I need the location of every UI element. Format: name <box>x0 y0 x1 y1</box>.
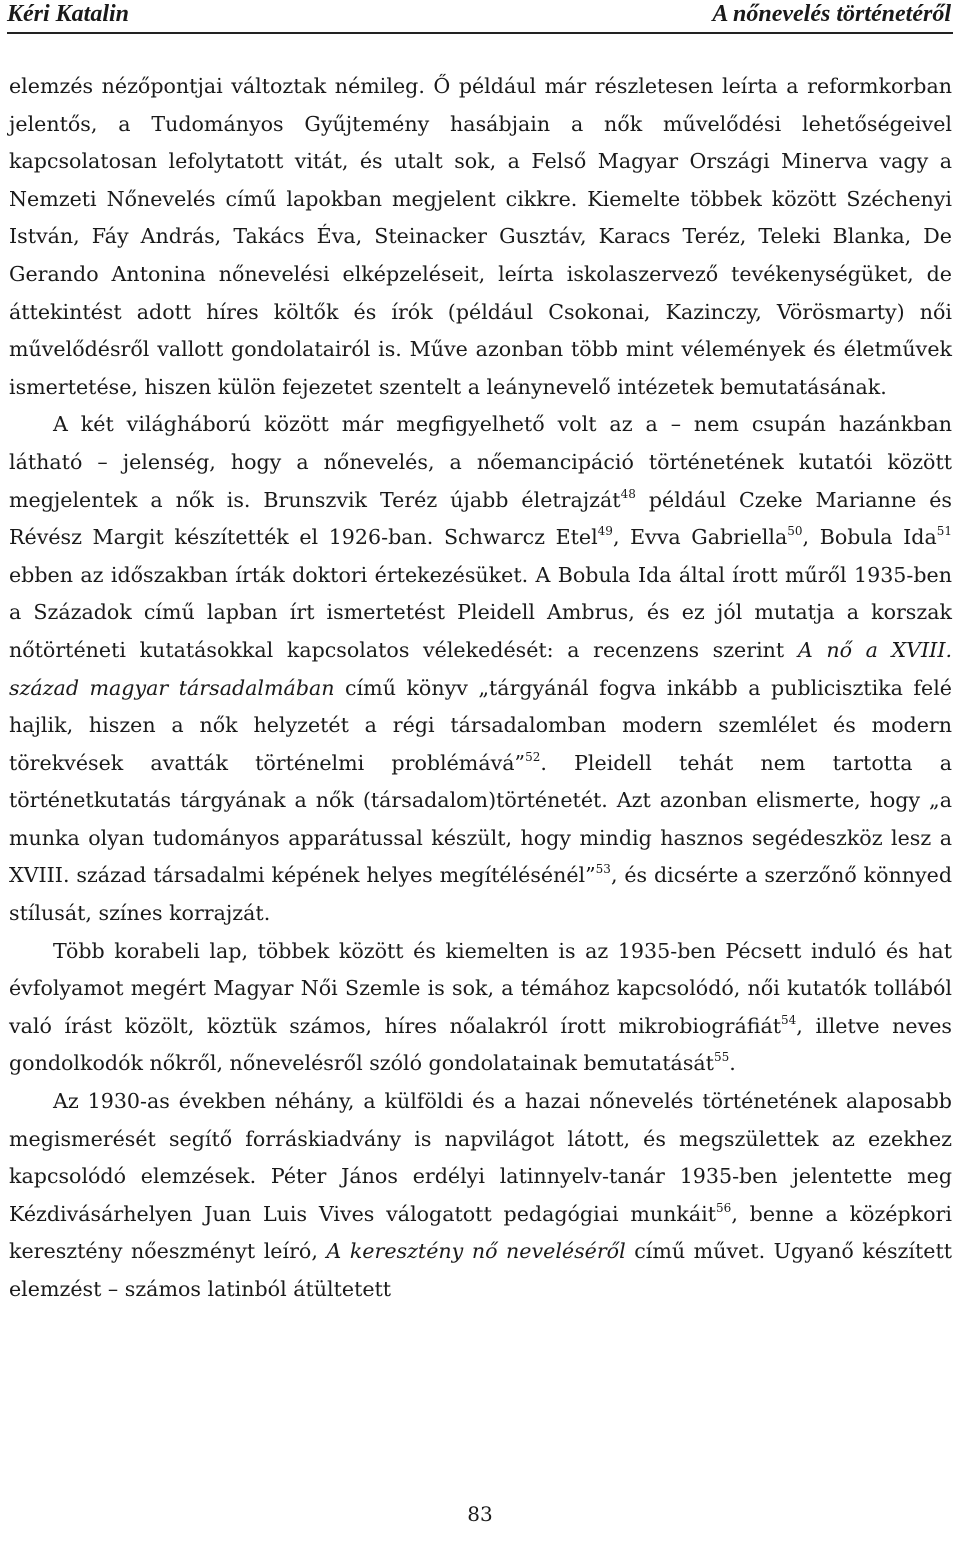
text-run: . <box>729 1051 736 1076</box>
footnote-marker: 49 <box>597 524 613 539</box>
book-title: A nő a XVIII. század magyar társadalmában <box>9 637 953 700</box>
footnote-marker: 48 <box>620 486 636 501</box>
text-run: című művet. Ugyanő készített elemzést – számos latinból átültetett <box>9 1239 952 1301</box>
text-run: , illetve neves gondolkodók nőkről, nőnevelésről szóló gondolatainak bemutatását <box>9 1013 952 1076</box>
text-run: című könyv „tárgyánál fogva inkább a publicisztika felé hajlik, hiszen a nők helyzetét a régi társadalomban modern szemlélet és modern törekvések avatták történelmi problémává” <box>9 675 952 775</box>
footnote-marker: 55 <box>713 1050 730 1065</box>
paragraph <box>9 406 952 932</box>
paragraph <box>9 1083 952 1309</box>
header-author: Kéri Katalin <box>7 1 130 27</box>
text-run: , benne a középkori keresztény nőeszményt leíró, <box>9 1201 952 1264</box>
paragraph <box>9 68 952 406</box>
footnote-marker: 50 <box>787 524 803 539</box>
running-header <box>7 0 953 34</box>
text-run: Több korabeli lap, többek között és kiemelten is az 1935-ben Pécsett induló és hat évfolyamot megért Magyar Női Szemle is sok, a témához kapcsolódó, női kutatók tollából való írást közölt, köztük számos, híres nőalakról írott mikrobiográfiát <box>9 938 952 1038</box>
text-run: ebben az időszakban írták doktori értekezésüket. A Bobula Ida által írott műről 1935-ben a Századok című lapban írt ismertetést Pleidell Ambrus, és ez jól mutatja a korszak nőtörténeti kutatásokkal kapcsolatos vélekedését: a recenzens szerint <box>9 562 952 662</box>
footnote-marker: 53 <box>595 862 611 877</box>
header-title: A nőnevelés történetéről <box>712 1 951 27</box>
footnote-marker: 54 <box>781 1012 797 1027</box>
text-run: , és dicsérte a szerzőnő könnyed stílusát, színes korrajzát. <box>9 863 952 926</box>
paragraph <box>9 933 952 1083</box>
text-run: , Bobula Ida <box>802 525 937 550</box>
footnote-marker: 51 <box>936 524 953 539</box>
text-run: elemzés nézőpontjai változtak némileg. Ő például már részletesen leírta a reformkorban jelentős, a Tudományos Gyűjtemény hasábjain a nők művelődési lehetőségeivel kapcsolatosan lefolytatott vitát, és utalt sok, a Felső Magyar Országi Minerva vagy a Nemzeti Nőnevelés című lapokban megjelent cikkre. Kiemelte többek között Széchenyi István, Fáy András, Takács Éva, Steinacker Gusztáv, Karacs Teréz, Teleki Blanka, De Gerando Antonina nőnevelési elképzeléseit, leírta iskolaszervező tevékenységüket, de áttekintést adott híres költők és írók (például Csokonai, Kazinczy, Vörösmarty) női művelődésről vallott gondolatairól is. Műve azonban több mint vélemények és életművek ismertetése, hiszen külön fejezetet szentelt a leánynevelő intézetek bemutatásának. <box>9 74 952 399</box>
text-run: Az 1930-as években néhány, a külföldi és a hazai nőnevelés történetének alaposabb megismerését segítő forráskiadvány is napvilágot látott, és megszülettek az ezekhez kapcsolódó elemzések. Péter János erdélyi latinnyelv-tanár 1935-ben jelentette meg Kézdivásárhelyen Juan Luis Vives válogatott pedagógiai munkáit <box>9 1089 952 1226</box>
text-run: például Czeke Marianne és Révész Margit készítették el 1926-ban. Schwarcz Etel <box>9 487 952 550</box>
footnote-marker: 52 <box>525 749 541 764</box>
footnote-marker: 56 <box>716 1200 732 1215</box>
text-run: , Evva Gabriella <box>612 525 788 550</box>
page-number: 83 <box>467 1502 493 1526</box>
text-run: A két világháború között már megfigyelhető volt az a – nem csupán hazánkban látható – jelenség, hogy a nőnevelés, a nőemancipáció történetének kutatói között megjelentek a nők is. Brunszvik Teréz újabb életrajzát <box>9 412 952 512</box>
text-run: . Pleidell tehát nem tartotta a történetkutatás tárgyának a nők (társadalom)történetét. Azt azonban elismerte, hogy „a munka olyan tudományos apparátussal készült, hogy mindig hasznos segédeszköz lesz a XVIII. század társadalmi képének helyes megítélésénél” <box>9 750 953 888</box>
book-title: A keresztény nő neveléséről <box>326 1239 626 1264</box>
body-text <box>9 68 952 1309</box>
